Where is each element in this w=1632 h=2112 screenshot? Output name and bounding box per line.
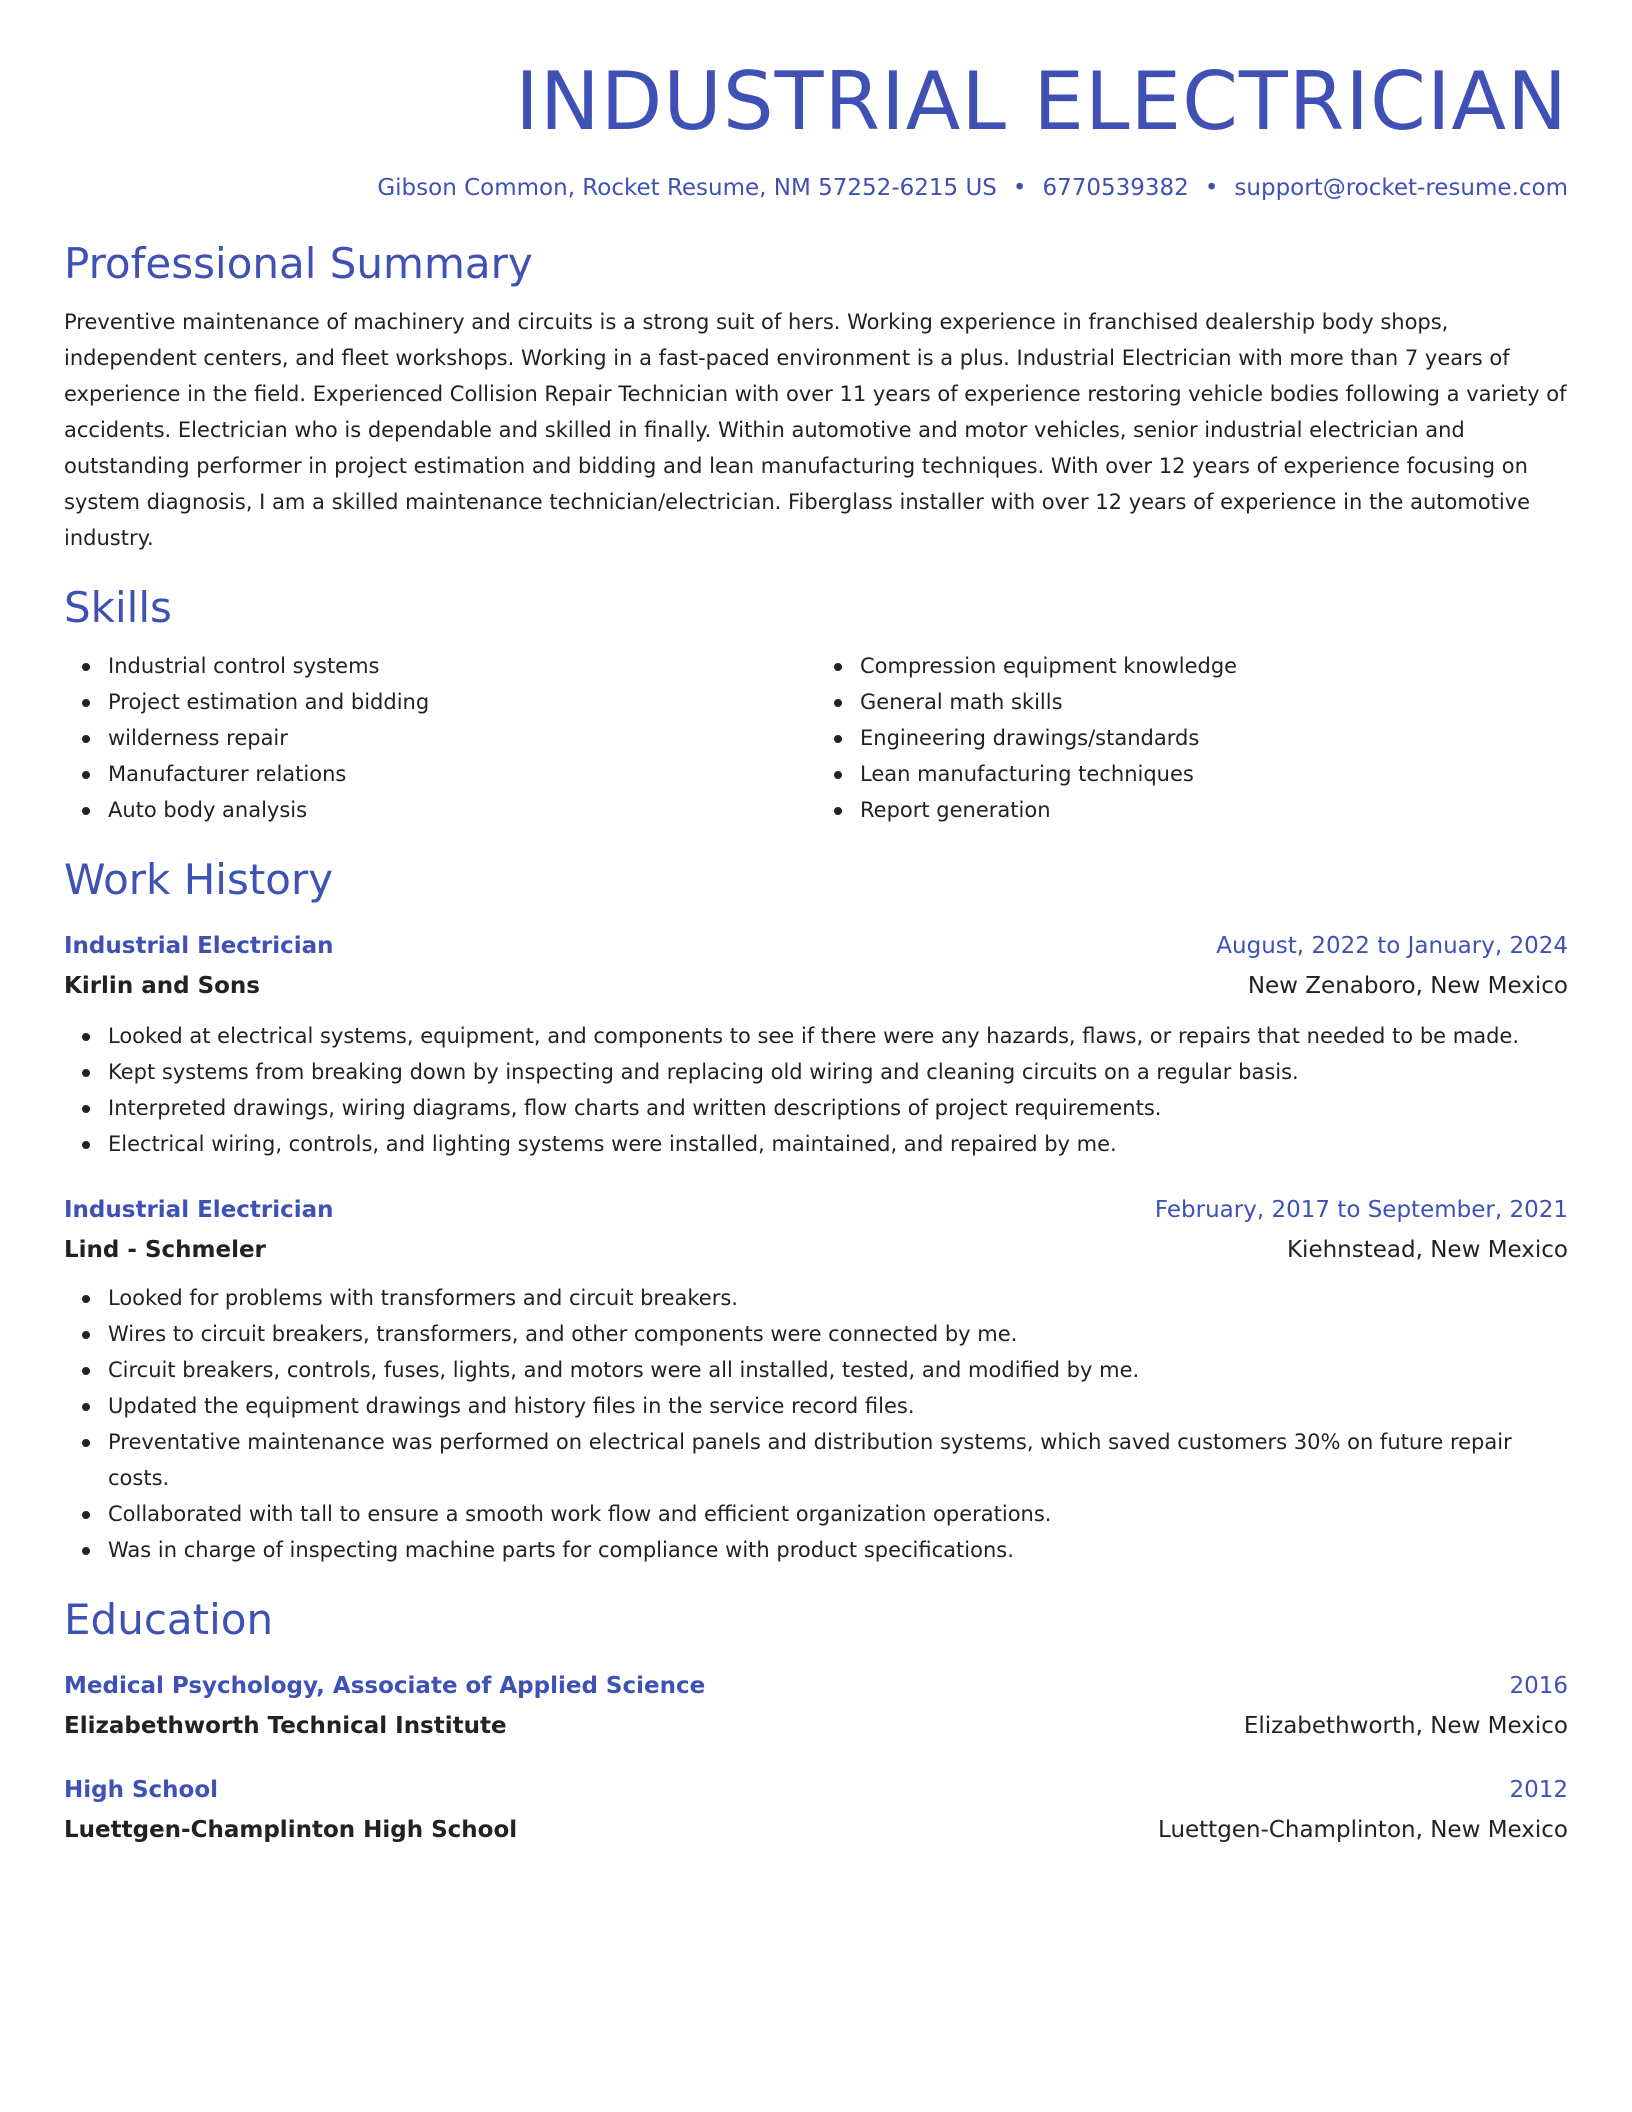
skills-column-right — [816, 648, 1568, 828]
job-duty: Preventative maintenance was performed on electrical panels and distribution systems, which saved customers 30% on future repair costs. — [108, 1424, 1568, 1496]
job-subheader — [64, 968, 1568, 1004]
resume-name: INDUSTRIAL ELECTRICIAN — [515, 55, 1568, 148]
job-entry — [64, 928, 1568, 1162]
skill-item: Lean manufacturing techniques — [860, 756, 1568, 792]
job-company: Kirlin and Sons — [64, 973, 260, 999]
contact-line — [64, 172, 1568, 204]
skill-item: Compression equipment knowledge — [860, 648, 1568, 684]
contact-separator: • — [1204, 175, 1219, 201]
education-header — [64, 1772, 1568, 1808]
education-title: Education — [64, 1595, 274, 1644]
job-duties — [64, 1280, 1568, 1568]
contact-email[interactable]: support@rocket-resume.com — [1234, 175, 1568, 201]
education-entry — [64, 1772, 1568, 1848]
skill-item: Auto body analysis — [108, 792, 816, 828]
skills-list — [64, 648, 1568, 828]
skill-item: Project estimation and bidding — [108, 684, 816, 720]
job-header — [64, 1192, 1568, 1228]
job-duty: Electrical wiring, controls, and lighting systems were installed, maintained, and repaired by me. — [108, 1126, 1568, 1162]
contact-address: Gibson Common, Rocket Resume, NM 57252-6215 US — [377, 175, 997, 201]
skills-title: Skills — [64, 583, 172, 632]
job-title: Industrial Electrician — [64, 933, 334, 959]
contact-separator: • — [1012, 175, 1027, 201]
job-subheader — [64, 1232, 1568, 1268]
education-location: Luettgen-Champlinton, New Mexico — [1158, 1817, 1568, 1843]
job-duty: Updated the equipment drawings and history files in the service record files. — [108, 1388, 1568, 1424]
education-header — [64, 1668, 1568, 1704]
job-header — [64, 928, 1568, 964]
education-degree: Medical Psychology, Associate of Applied Science — [64, 1673, 706, 1699]
education-subheader — [64, 1708, 1568, 1744]
job-duty: Was in charge of inspecting machine parts for compliance with product specifications. — [108, 1532, 1568, 1568]
job-company: Lind - Schmeler — [64, 1237, 266, 1263]
job-duty: Looked for problems with transformers and circuit breakers. — [108, 1280, 1568, 1316]
education-school: Luettgen-Champlinton High School — [64, 1817, 518, 1843]
job-dates: August, 2022 to January, 2024 — [1216, 933, 1568, 959]
skill-item: wilderness repair — [108, 720, 816, 756]
contact-phone[interactable]: 6770539382 — [1042, 175, 1189, 201]
education-entry — [64, 1668, 1568, 1744]
skill-item: General math skills — [860, 684, 1568, 720]
summary-text: Preventive maintenance of machinery and circuits is a strong suit of hers. Working experience in franchised dealership body shops, independent centers, and fleet workshops. Working in a fast-paced environment is a plus. Industrial Electrician with more than 7 years of experience in the field. Experienced Collision Repair Technician with over 11 years of experience restoring vehicle bodies following a variety of accidents. Electrician who is dependable and skilled in finally. Within automotive and motor vehicles, senior industrial electrician and outstanding performer in project estimation and bidding and lean manufacturing techniques. With over 12 years of experience focusing on system diagnosis, I am a skilled maintenance technician/electrician. Fiberglass installer with over 12 years of experience in the automotive industry. — [64, 310, 1567, 550]
education-degree: High School — [64, 1777, 219, 1803]
summary-title: Professional Summary — [64, 239, 533, 288]
skills-column-left — [64, 648, 816, 828]
job-duties — [64, 1018, 1568, 1162]
job-duty: Looked at electrical systems, equipment, and components to see if there were any hazards, flaws, or repairs that needed to be made. — [108, 1018, 1568, 1054]
job-duty: Wires to circuit breakers, transformers, and other components were connected by me. — [108, 1316, 1568, 1352]
skill-item: Engineering drawings/standards — [860, 720, 1568, 756]
education-subheader — [64, 1812, 1568, 1848]
job-duty: Kept systems from breaking down by inspecting and replacing old wiring and cleaning circuits on a regular basis. — [108, 1054, 1568, 1090]
job-duty: Interpreted drawings, wiring diagrams, flow charts and written descriptions of project requirements. — [108, 1090, 1568, 1126]
job-duty: Circuit breakers, controls, fuses, lights, and motors were all installed, tested, and modified by me. — [108, 1352, 1568, 1388]
job-dates: February, 2017 to September, 2021 — [1154, 1197, 1568, 1223]
job-title: Industrial Electrician — [64, 1197, 334, 1223]
job-location: New Zenaboro, New Mexico — [1247, 973, 1568, 999]
skill-item: Industrial control systems — [108, 648, 816, 684]
skill-item: Report generation — [860, 792, 1568, 828]
education-location: Elizabethworth, New Mexico — [1243, 1713, 1568, 1739]
work-history-title: Work History — [64, 855, 334, 904]
job-location: Kiehnstead, New Mexico — [1286, 1237, 1568, 1263]
education-year: 2016 — [1509, 1673, 1568, 1699]
job-duty: Collaborated with tall to ensure a smooth work flow and efficient organization operations. — [108, 1496, 1568, 1532]
education-year: 2012 — [1509, 1777, 1568, 1803]
skill-item: Manufacturer relations — [108, 756, 816, 792]
education-school: Elizabethworth Technical Institute — [64, 1713, 507, 1739]
job-entry — [64, 1192, 1568, 1568]
